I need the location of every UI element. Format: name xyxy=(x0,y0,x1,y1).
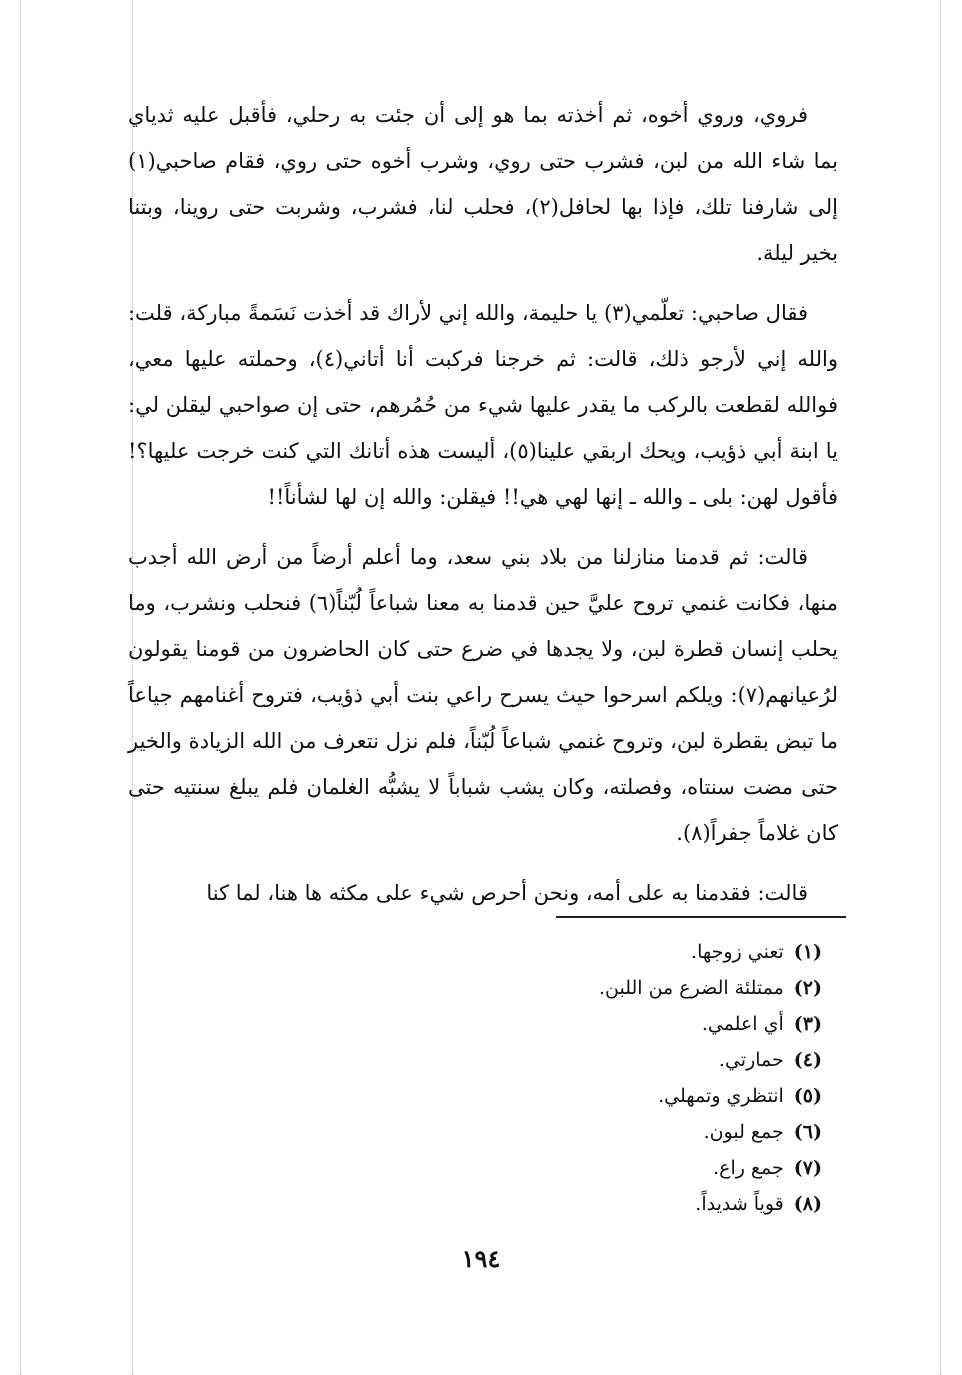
footnote-text: جمع لبون. xyxy=(703,1121,784,1143)
footnote-item xyxy=(402,1150,822,1186)
footnote-number: (٢) xyxy=(793,977,822,999)
footnote-number: (٣) xyxy=(793,1013,822,1035)
footnotes xyxy=(402,934,822,1222)
footnote-number: (٨) xyxy=(793,1193,822,1215)
page-number: ١٩٤ xyxy=(461,1244,501,1273)
main-text xyxy=(128,92,838,930)
paragraph: قالت: ثم قدمنا منازلنا من بلاد بني سعد، وما أعلم أرضاً من أرض الله أجدب منها، فكانت غنمي تروح عليَّ حين قدمنا به معنا شباعاً لُبّناً(٦) فنحلب ونشرب، وما يحلب إنسان قطرة لبن، ولا يجدها في ضرع حتى كان الحاضرون من قومنا يقولون لرُعيانهم(٧): ويلكم اسرحوا حيث يسرح راعي بنت أبي ذؤيب، فتروح أغنامهم جياعاً ما تبض بقطرة لبن، وتروح غنمي شباعاً لُبّناً، فلم نزل نتعرف من الله الزيادة والخير حتى مضت سنتاه، وفصلته، وكان يشب شباباً لا يشبُّه الغلمان فلم يبلغ سنتيه حتى كان غلاماً جفراً(٨). xyxy=(128,545,838,845)
footnote-text: انتظري وتمهلي. xyxy=(658,1085,784,1107)
footnote-number: (١) xyxy=(793,941,822,963)
footnote-number: (٥) xyxy=(793,1085,822,1107)
footnote-item xyxy=(402,970,822,1006)
footnote-text: أي اعلمي. xyxy=(701,1013,784,1035)
paragraph: قالت: فقدمنا به على أمه، ونحن أحرص شيء على مكثه ها هنا، لما كنا xyxy=(206,881,808,905)
footnote-text: حمارتي. xyxy=(718,1049,784,1071)
footnote-text: جمع راع. xyxy=(713,1157,784,1179)
footnote-text: ممتلئة الضرع من اللبن. xyxy=(598,977,784,999)
footnote-item xyxy=(402,1078,822,1114)
footnote-item xyxy=(402,1186,822,1222)
footnote-number: (٦) xyxy=(793,1121,822,1143)
footnote-item xyxy=(402,1042,822,1078)
footnote-text: قوياً شديداً. xyxy=(695,1193,784,1215)
footnote-item xyxy=(402,934,822,970)
footnote-text: تعني زوجها. xyxy=(691,941,784,963)
scan-edge-dots-right xyxy=(940,0,941,1375)
footnote-number: (٤) xyxy=(793,1049,822,1071)
footnote-item xyxy=(402,1114,822,1150)
footnote-number: (٧) xyxy=(793,1157,822,1179)
paragraph: فقال صاحبي: تعلّمي(٣) يا حليمة، والله إني لأراك قد أخذت نَسَمةً مباركة، قلت: والله إني لأرجو ذلك، قالت: ثم خرجنا فركبت أنا أتاني(٤)، وحملته عليها معي، فوالله لقطعت بالركب ما يقدر عليها شيء من حُمُرهم، حتى إن صواحبي ليقلن لي: يا ابنة أبي ذؤيب، ويحك اربقي علينا(٥)، أليست هذه أتانك التي كنت خرجت عليها؟! فأقول لهن: بلى ـ والله ـ إنها لهي هي!! فيقلن: والله إن لها لشأناً!! xyxy=(127,301,838,509)
scan-edge-dots-left xyxy=(20,0,21,1375)
footnote-separator xyxy=(556,916,846,918)
footnote-item xyxy=(402,1006,822,1042)
paragraph: فروي، وروي أخوه، ثم أخذته بما هو إلى أن جئت به رحلي، فأقبل عليه ثدياي بما شاء الله من لبن، فشرب حتى روي، وشرب أخوه حتى روي، فقام صاحبي(١) إلى شارفنا تلك، فإذا بها لحافل(٢)، فحلب لنا، فشرب، وشربت حتى روينا، وبتنا بخير ليلة. xyxy=(128,103,838,265)
